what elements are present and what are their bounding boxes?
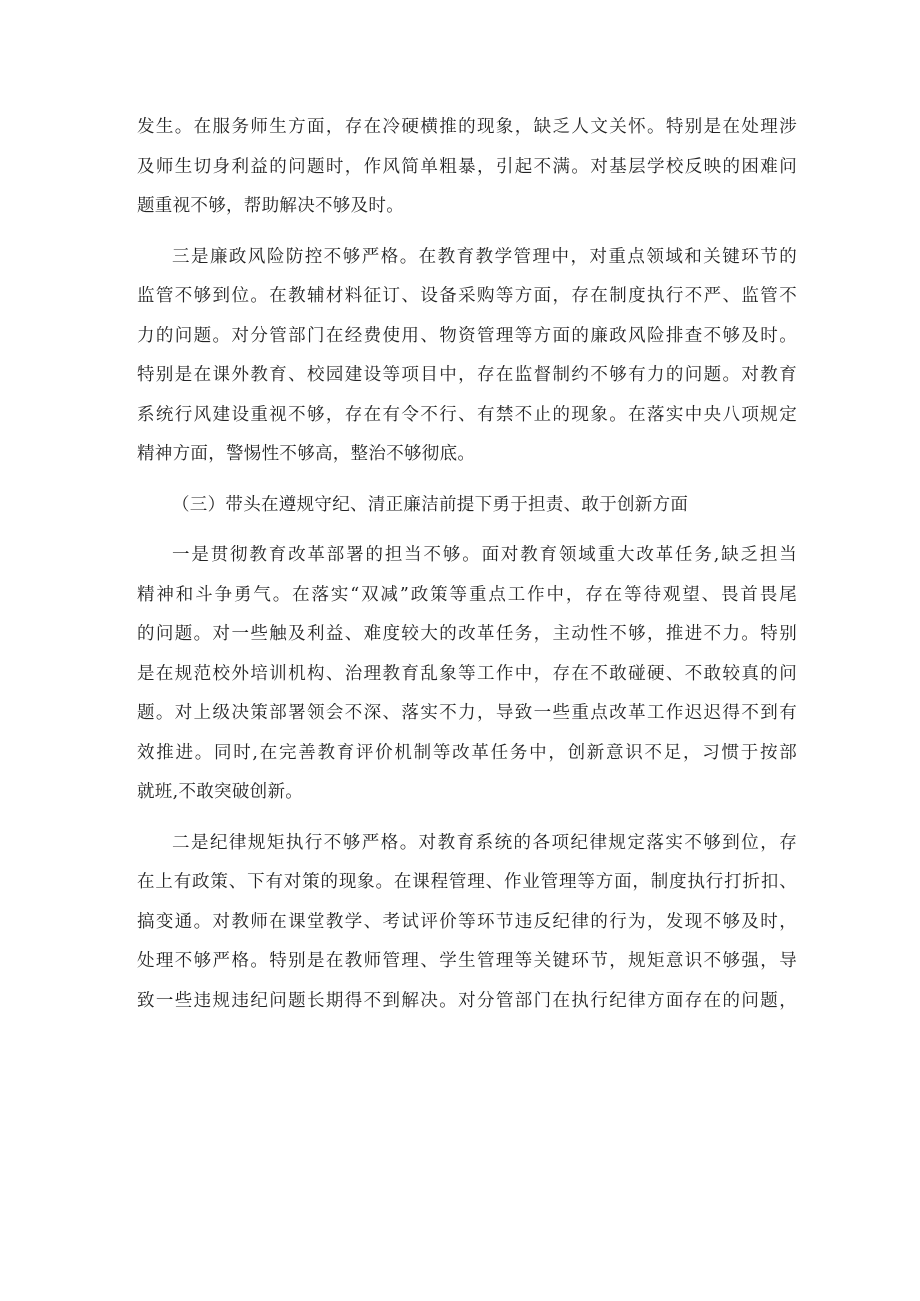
- text-line: 在上有政策、下有对策的现象。在课程管理、作业管理等方面，制度执行打折扣、: [137, 872, 797, 892]
- text-line: 二是纪律规矩执行不够严格。对教育系统的各项纪律规定落实不够到位，存: [172, 832, 797, 853]
- text-line: 题重视不够，帮助解决不够及时。: [137, 196, 404, 216]
- paragraph-4: [137, 824, 797, 1022]
- paragraph-3: [137, 536, 797, 813]
- text-line: 精神方面，警惕性不够高，整治不够彻底。: [137, 444, 476, 464]
- text-line: 三是廉政风险防控不够严格。在教育教学管理中，对重点领域和关键环节的: [172, 246, 797, 267]
- text-line: 一是贯彻教育改革部署的担当不够。面对教育领域重大改革任务,缺乏担当: [172, 545, 797, 565]
- text-line: 及师生切身利益的问题时，作风简单粗暴，引起不满。对基层学校反映的困难问: [137, 156, 797, 177]
- text-line: 致一些违规违纪问题长期得不到解决。对分管部门在执行纪律方面存在的问题，: [137, 990, 797, 1011]
- text-line: 处理不够严格。特别是在教师管理、学生管理等关键环节，规矩意识不够强，导: [137, 951, 797, 971]
- text-line: 系统行风建设重视不够，存在有令不行、有禁不止的现象。在落实中央八项规定: [137, 404, 797, 425]
- section-heading: [137, 486, 797, 526]
- text-line: 搞变通。对教师在课堂教学、考试评价等环节违反纪律的行为，发现不够及时，: [137, 911, 797, 932]
- text-line: 特别是在课外教育、校园建设等项目中，存在监督制约不够有力的问题。对教育: [137, 365, 797, 385]
- text-line: 是在规范校外培训机构、治理教育乱象等工作中，存在不敢碰硬、不敢较真的问: [137, 663, 797, 684]
- text-line: 就班,不敢突破创新。: [137, 782, 304, 802]
- text-line: 效推进。同时,在完善教育评价机制等改革任务中，创新意识不足，习惯于按部: [137, 742, 797, 763]
- text-line: 发生。在服务师生方面，存在冷硬横推的现象，缺乏人文关怀。特别是在处理涉: [137, 117, 797, 137]
- text-line: 的问题。对一些触及利益、难度较大的改革任务，主动性不够，推进不力。特别: [137, 624, 797, 644]
- paragraph-1: [137, 108, 797, 227]
- document-body: [137, 108, 797, 1021]
- text-line: 精神和斗争勇气。在落实“双减”政策等重点工作中，存在等待观望、畏首畏尾: [137, 584, 797, 605]
- text-line: 力的问题。对分管部门在经费使用、物资管理等方面的廉政风险排查不够及时。: [137, 325, 797, 346]
- paragraph-2: [137, 238, 797, 475]
- text-line: 题。对上级决策部署领会不深、落实不力，导致一些重点改革工作迟迟得不到有: [137, 703, 797, 723]
- text-line: 监管不够到位。在教辅材料征订、设备采购等方面，存在制度执行不严、监管不: [137, 286, 797, 306]
- heading-line: （三）带头在遵规守纪、清正廉洁前提下勇于担责、敢于创新方面: [172, 494, 689, 515]
